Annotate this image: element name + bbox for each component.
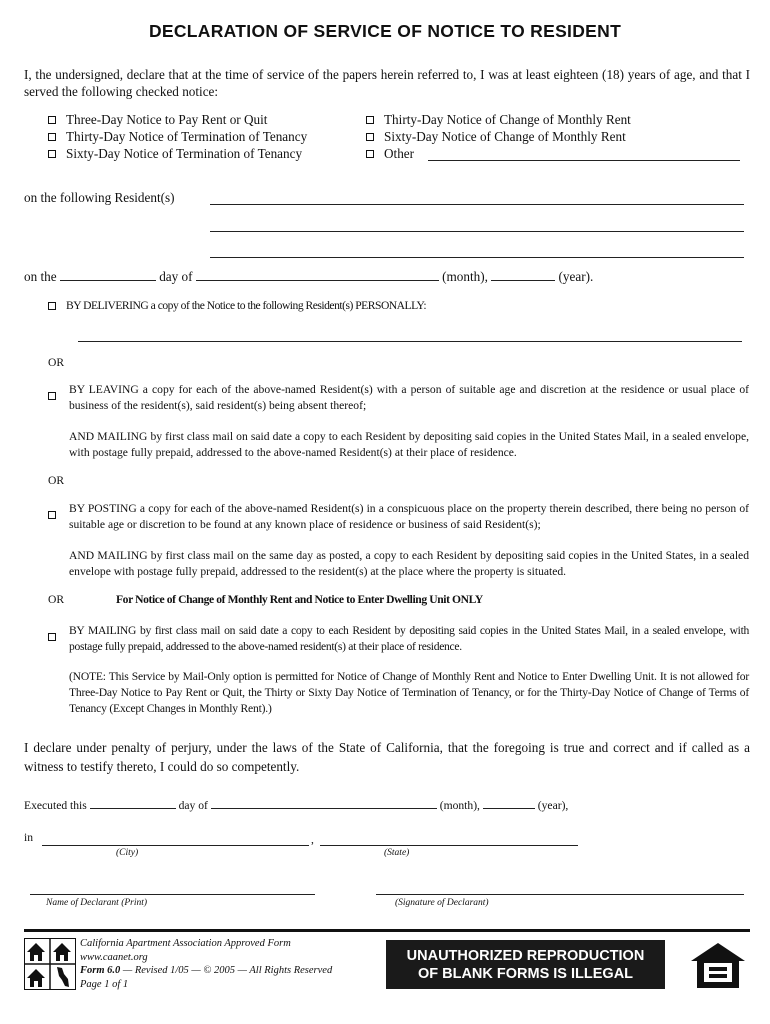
checkbox[interactable] <box>48 392 56 400</box>
footer-info <box>80 937 332 991</box>
method-leaving-checkbox-wrap[interactable] <box>48 387 66 405</box>
resident-field-3[interactable] <box>210 257 744 258</box>
service-date-line: on the day of (month), (year). <box>24 269 594 284</box>
or-label: OR <box>48 593 65 606</box>
resident-field-1[interactable] <box>210 204 744 205</box>
checkbox[interactable] <box>48 133 56 141</box>
executed-month-field[interactable] <box>211 796 437 809</box>
service-year-field[interactable] <box>491 268 555 281</box>
city-label: (City) <box>116 848 139 858</box>
method-leaving: BY LEAVING a copy for each of the above-named Resident(s) with a person of suitable age and discretion at the residence or usual place of business of the resident(s), said resident(s) being absent thereof; <box>69 383 749 412</box>
checkbox[interactable] <box>48 633 56 641</box>
method-posting: BY POSTING a copy for each of the above-named Resident(s) in a conspicuous place on the property therein described, there being no person of suitable age or discretion to be found at any known place of residence or business of said Resident(s); <box>69 502 749 531</box>
checkbox[interactable] <box>48 511 56 519</box>
notice-option-thirty-day-termination[interactable]: Thirty-Day Notice of Termination of Tenancy <box>48 128 307 145</box>
checkbox[interactable] <box>48 150 56 158</box>
perjury-statement: I declare under penalty of perjury, under the laws of the State of California, that the foregoing is true and correct and if called as a witness to testify thereto, I could do so competently. <box>24 740 750 774</box>
checkbox[interactable] <box>48 302 56 310</box>
mailing-text-2: AND MAILING by first class mail on the same day as posted, a copy to each Resident by depositing said copies in the United States, in a sealed envelope with postage fully prepaid, addressed to the resident(s) at the place where the property is situated. <box>69 549 749 578</box>
mail-only-heading: For Notice of Change of Monthly Rent and Notice to Enter Dwelling Unit ONLY <box>116 593 483 606</box>
executed-line: Executed this day of (month), (year), <box>24 796 568 814</box>
checkbox[interactable] <box>366 133 374 141</box>
notice-list-left <box>48 111 307 162</box>
declarant-name-field[interactable] <box>30 894 315 895</box>
service-day-field[interactable] <box>60 268 156 281</box>
executed-day-field[interactable] <box>90 796 176 809</box>
caa-logo-icon <box>24 938 76 990</box>
executed-year-field[interactable] <box>483 796 535 809</box>
in-label: in <box>24 831 34 844</box>
footer-rule <box>24 929 750 932</box>
checkbox[interactable] <box>48 116 56 124</box>
notice-option-sixty-day-termination[interactable]: Sixty-Day Notice of Termination of Tenancy <box>48 145 307 162</box>
notice-option-three-day[interactable]: Three-Day Notice to Pay Rent or Quit <box>48 111 307 128</box>
equal-housing-icon <box>689 941 747 990</box>
notice-option-thirty-day-change[interactable]: Thirty-Day Notice of Change of Monthly Rent <box>366 111 631 128</box>
mail-only-note: (NOTE: This Service by Mail-Only option is permitted for Notice of Change of Monthly Rent and Notice to Enter Dwelling Unit. It is not allowed for Three-Day Notice to Pay Rent or Quit, the Thirty or Sixty Day Notice of Termination of Tenancy, or for the Thirty-Day Notice of Change of Terms of Tenancy (Except Changes in Monthly Rent).) <box>69 670 749 715</box>
method-posting-checkbox-wrap[interactable] <box>48 506 66 524</box>
footer-page-number: Page 1 of 1 <box>80 978 129 990</box>
notice-option-sixty-day-change[interactable]: Sixty-Day Notice of Change of Monthly Rent <box>366 128 631 145</box>
or-label: OR <box>48 356 65 369</box>
method-mailing-checkbox-wrap[interactable] <box>48 628 66 646</box>
resident-field-2[interactable] <box>210 231 744 232</box>
personal-resident-field[interactable] <box>78 341 742 342</box>
other-notice-field[interactable] <box>428 160 740 161</box>
form-title: DECLARATION OF SERVICE OF NOTICE TO RESIDENT <box>148 21 622 41</box>
notice-option-other[interactable]: Other <box>366 145 631 162</box>
residents-label: on the following Resident(s) <box>24 190 175 205</box>
method-personal[interactable]: BY DELIVERING a copy of the Notice to the following Resident(s) PERSONALLY: <box>48 297 426 314</box>
or-label: OR <box>48 474 65 487</box>
checkbox[interactable] <box>366 150 374 158</box>
state-label: (State) <box>384 848 410 858</box>
footer-line-3: Form 6.0 — Revised 1/05 — © 2005 — All Rights Reserved <box>80 965 333 976</box>
footer-website-link[interactable]: www.caanet.org <box>80 951 148 963</box>
method-mailing: BY MAILING by first class mail on said date a copy to each Resident by depositing said copies in the United States Mail, in a sealed envelope, with postage fully prepaid, addressed to the above-named resident(s) at their place of residence. <box>69 624 749 653</box>
checkbox[interactable] <box>366 116 374 124</box>
state-field[interactable] <box>320 845 578 846</box>
declarant-name-label: Name of Declarant (Print) <box>46 898 148 908</box>
reproduction-warning-banner: UNAUTHORIZED REPRODUCTION OF BLANK FORMS IS ILLEGAL <box>386 940 665 989</box>
declarant-signature-label: (Signature of Declarant) <box>395 898 489 908</box>
comma: , <box>311 833 314 846</box>
service-month-field[interactable] <box>196 268 439 281</box>
city-field[interactable] <box>42 845 309 846</box>
footer-line-1: California Apartment Association Approved Form <box>80 938 291 949</box>
intro-text: I, the undersigned, declare that at the time of service of the papers herein referred to, I was at least eighteen (18) years of age, and that I served the following checked notice: <box>24 67 750 99</box>
notice-list-right <box>366 111 631 162</box>
declarant-signature-field[interactable] <box>376 894 744 895</box>
mailing-text-1: AND MAILING by first class mail on said date a copy to each Resident by depositing said copies in the United States Mail, in a sealed envelope, with postage fully prepaid, addressed to the above-named Resident(s) at their place of residence. <box>69 430 749 459</box>
